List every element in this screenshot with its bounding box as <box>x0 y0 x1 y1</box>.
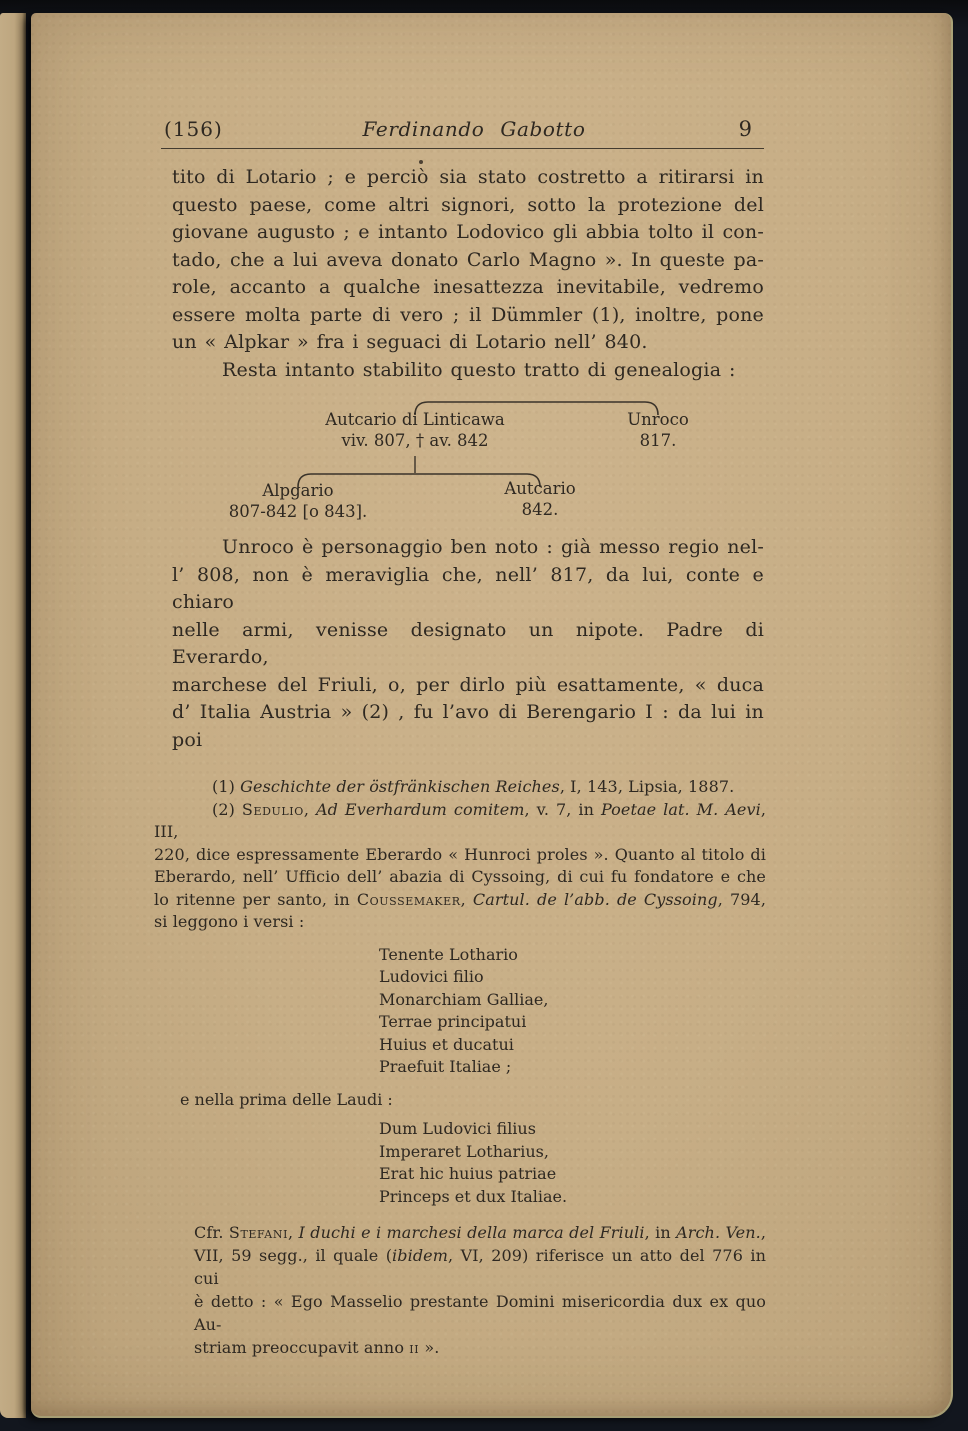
text-line: VII, 59 segg., il quale (ibidem, VI, 209) riferisce un atto del 776 in cui <box>194 1246 766 1288</box>
text-line: (2) Sedulio, Ad Everhardum comitem, v. 7, in Poetae lat. M. Aevi, III, <box>154 799 767 841</box>
text-line: marchese del Friuli, o, per dirlo più esattamente, « duca <box>172 673 764 696</box>
tree-node-name: Alpgario <box>262 481 334 500</box>
text-line: un « Alpkar » fra i seguaci di Lotario nell’ 840. <box>172 331 648 353</box>
paragraph-genealogia-intro <box>172 357 764 385</box>
text-line: Erat hic huius patriae <box>379 1164 557 1183</box>
tree-node-dates: viv. 807, † av. 842 <box>341 431 489 450</box>
tree-node-name: Autcario <box>504 479 576 498</box>
text-line: Terrae principatui <box>379 1012 527 1031</box>
laudi-intro-line: e nella prima delle Laudi : <box>180 1089 393 1109</box>
page-header <box>164 117 764 143</box>
text-line: Resta intanto stabilito questo tratto di genealogia : <box>222 358 736 381</box>
page-content <box>154 13 767 1359</box>
tree-node-dates: 807-842 [o 843]. <box>228 502 368 521</box>
book-page <box>31 13 953 1418</box>
text-line: (1) Geschichte der östfränkischen Reiches, I, 143, Lipsia, 1887. <box>212 777 735 796</box>
text-line: si leggono i versi : <box>154 912 305 931</box>
footnote-2 <box>154 799 766 934</box>
tree-node-dates: 842. <box>521 500 559 519</box>
text-line: è detto : « Ego Masselio prestante Domini misericordia dux ex quo Au- <box>194 1292 766 1334</box>
text-line: questo paese, come altri signori, sotto la protezione del <box>172 193 764 216</box>
text-line: Ludovici filio <box>379 967 484 986</box>
text-line: striam preoccupavit anno ii ». <box>194 1338 440 1357</box>
paragraph-main-2 <box>172 534 764 754</box>
text-line: l’ 808, non è meraviglia che, nell’ 817, da lui, conte e chiaro <box>172 563 764 613</box>
running-title: Ferdinando Gabotto <box>362 117 586 141</box>
text-line: d’ Italia Austria » (2) , fu l’avo di Berengario I : da lui in poi <box>172 701 764 751</box>
text-line: nelle armi, venisse designato un nipote. Padre di Everardo, <box>172 618 764 668</box>
text-line: 220, dice espressamente Eberardo « Hunroci proles ». Quanto al titolo di <box>154 844 766 864</box>
text-line: Unroco è personaggio ben noto : già messo regio nel- <box>222 536 764 558</box>
text-line: Cfr. Stefani, I duchi e i marchesi della marca del Friuli, in Arch. Ven., <box>194 1223 767 1242</box>
text-line: Dum Ludovici filius <box>379 1119 536 1138</box>
tree-node-autcario-842 <box>504 478 575 520</box>
folio-number: (156) <box>164 117 223 141</box>
text-line: Praefuit Italiae ; <box>379 1057 512 1076</box>
ink-speck <box>419 160 423 164</box>
text-line: Princeps et dux Italiae. <box>379 1186 568 1206</box>
previous-page-edge <box>0 13 26 1418</box>
text-line: giovane augusto ; e intanto Lodovico gli abbia tolto il con- <box>172 221 764 243</box>
page-number: 9 <box>738 117 752 141</box>
tree-node-autcario-linticawa <box>325 409 505 451</box>
text-line: tado, che a lui aveva donato Carlo Magno ». In queste pa- <box>172 248 764 271</box>
text-line: tito di Lotario ; e perciò sia stato costretto a ritirarsi in <box>172 166 764 188</box>
text-line: Imperaret Lotharius, <box>379 1141 549 1161</box>
tree-node-unroco <box>627 409 689 451</box>
tree-node-name: Unroco <box>627 410 689 429</box>
header-rule <box>161 148 764 149</box>
citation-note <box>194 1221 766 1359</box>
text-line: lo ritenne per santo, in Coussemaker, Cartul. de l’abb. de Cyssoing, 794, <box>154 889 767 909</box>
footnote-1 <box>154 776 766 799</box>
text-line: Eberardo, nell’ Ufficio dell’ abazia di Cyssoing, di cui fu fondatore e che <box>154 867 766 886</box>
latin-verse-2 <box>379 1118 764 1208</box>
paragraph-main-1 <box>172 164 764 357</box>
footnotes <box>154 776 766 934</box>
text-line: role, accanto a qualche inesattezza inevitabile, vedremo <box>172 276 764 298</box>
latin-verse-1 <box>379 944 764 1079</box>
text-line: essere molta parte di vero ; il Dümmler (1), inoltre, pone <box>172 303 764 326</box>
genealogy-tree <box>164 394 764 534</box>
text-line: Tenente Lothario <box>379 944 518 964</box>
tree-node-alpgario <box>229 480 368 522</box>
tree-node-name: Autcario di Linticawa <box>325 410 505 429</box>
text-line: Huius et ducatui <box>379 1034 514 1054</box>
tree-node-dates: 817. <box>639 431 677 450</box>
text-line: Monarchiam Galliae, <box>379 989 549 1009</box>
